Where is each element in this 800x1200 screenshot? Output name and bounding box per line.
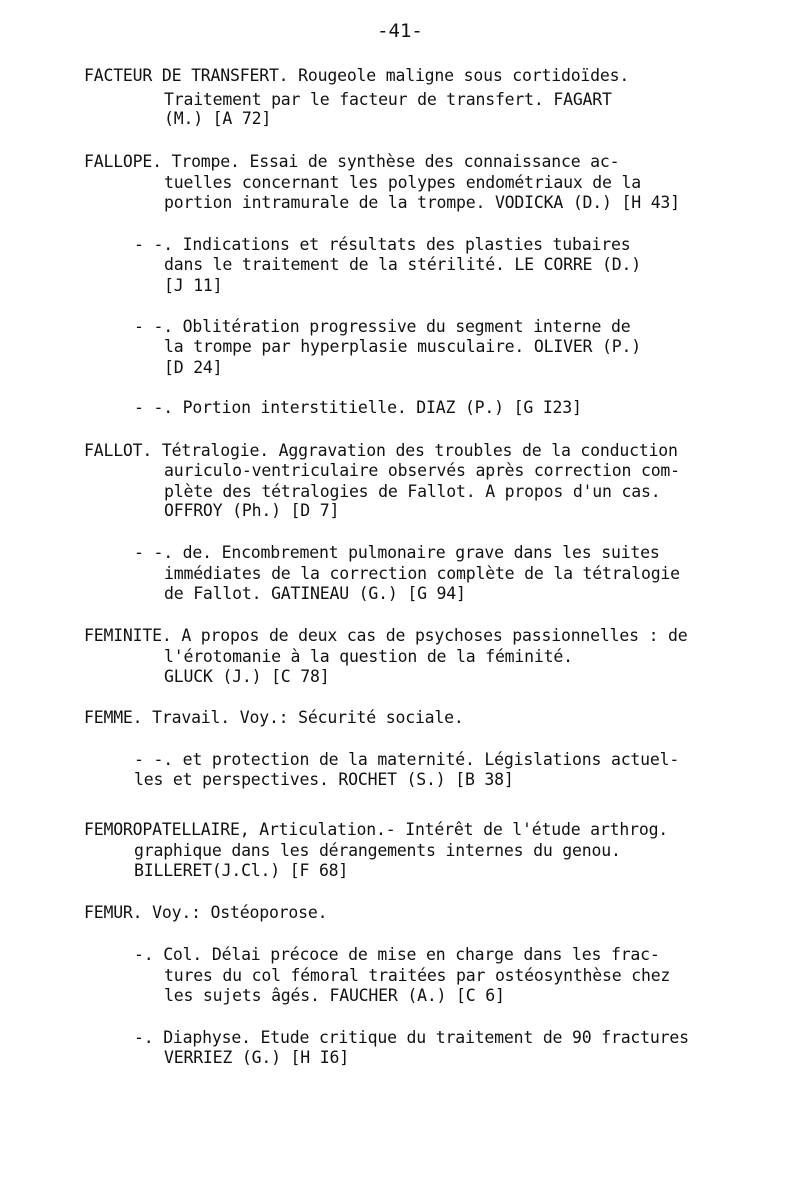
entry-line: plète des tétralogies de Fallot. A propos d'un cas.: [164, 482, 661, 501]
entry-line: FEMME. Travail. Voy.: Sécurité sociale.: [84, 708, 464, 727]
entry-line: tures du col fémoral traitées par ostéosynthèse chez: [164, 966, 671, 985]
entry-line: tuelles concernant les polypes endométriaux de la: [164, 173, 641, 192]
entry-line: -. Diaphyse. Etude critique du traitement de 90 fractures: [134, 1028, 689, 1047]
entry-line: - -. Portion interstitielle. DIAZ (P.) [G I23]: [134, 398, 582, 417]
entry-line: FALLOPE. Trompe. Essai de synthèse des connaissance ac-: [84, 152, 620, 171]
entry-line: OFFROY (Ph.) [D 7]: [164, 501, 340, 520]
entry-line: FALLOT. Tétralogie. Aggravation des troubles de la conduction: [84, 441, 678, 460]
entry-line: - -. Indications et résultats des plasties tubaires: [134, 235, 631, 254]
entry-line: les sujets âgés. FAUCHER (A.) [C 6]: [164, 986, 505, 1005]
entry-line: la trompe par hyperplasie musculaire. OLIVER (P.): [164, 337, 641, 356]
entry-line: Traitement par le facteur de transfert. FAGART: [164, 90, 612, 109]
entry-line: de Fallot. GATINEAU (G.) [G 94]: [164, 584, 466, 603]
entry-line: - -. de. Encombrement pulmonaire grave dans les suites: [134, 543, 660, 562]
entry-line: VERRIEZ (G.) [H I6]: [164, 1048, 349, 1067]
entry-line: [J 11]: [164, 276, 223, 295]
entry-line: graphique dans les dérangements internes du genou.: [134, 841, 621, 860]
entry-line: GLUCK (J.) [C 78]: [164, 667, 330, 686]
entry-line: FACTEUR DE TRANSFERT. Rougeole maligne sous cortidoïdes.: [84, 66, 630, 85]
entry-line: l'érotomanie à la question de la féminité.: [164, 647, 573, 666]
entry-line: BILLERET(J.Cl.) [F 68]: [134, 861, 349, 880]
entry-line: (M.) [A 72]: [164, 109, 272, 128]
page-number: -41-: [377, 20, 423, 42]
entry-line: FEMOROPATELLAIRE, Articulation.- Intérêt de l'étude arthrog.: [84, 820, 669, 839]
entry-line: dans le traitement de la stérilité. LE CORRE (D.): [164, 255, 641, 274]
entry-line: - -. et protection de la maternité. Législations actuel-: [134, 750, 680, 769]
entry-line: [D 24]: [164, 358, 223, 377]
entry-line: FEMINITE. A propos de deux cas de psychoses passionnelles : de: [84, 626, 688, 645]
entry-line: FEMUR. Voy.: Ostéoporose.: [84, 903, 328, 922]
entry-line: portion intramurale de la trompe. VODICKA (D.) [H 43]: [164, 193, 680, 212]
entry-line: les et perspectives. ROCHET (S.) [B 38]: [134, 770, 514, 789]
entry-line: auriculo-ventriculaire observés après correction com-: [164, 461, 680, 480]
entry-line: -. Col. Délai précoce de mise en charge dans les frac-: [134, 945, 660, 964]
entry-line: immédiates de la correction complète de la tétralogie: [164, 564, 680, 583]
entry-line: - -. Oblitération progressive du segment interne de: [134, 317, 631, 336]
